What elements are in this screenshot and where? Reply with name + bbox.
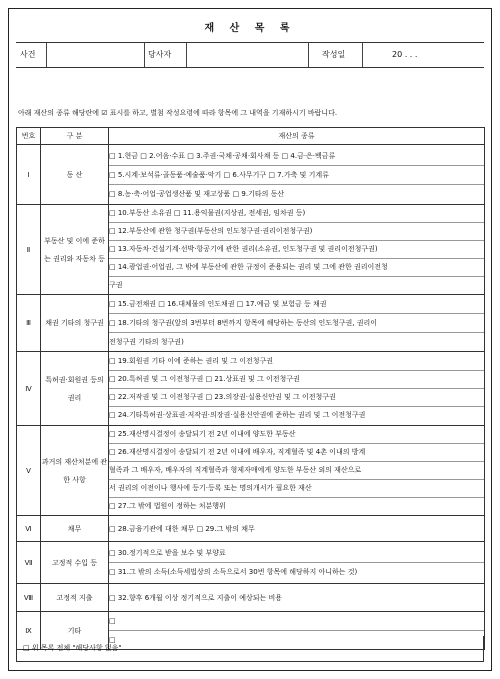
- row-category: 채무: [41, 516, 109, 542]
- header-row: [16, 42, 484, 68]
- table-row: [17, 516, 485, 542]
- asset-checkbox-item[interactable]: □ 26.재산명시결정이 송달되기 전 2년 이내에 배우자, 직계혈족 및 4촌 이내의 방계: [109, 444, 484, 462]
- row-number: Ⅸ: [17, 612, 41, 650]
- date-field[interactable]: 20 . . .: [392, 50, 418, 59]
- asset-checkbox-item[interactable]: □ 31.그 밖의 소득(소득세법상의 소득으로서 30번 항목에 해당하지 아니하는 것): [109, 568, 358, 576]
- row-number: Ⅴ: [17, 426, 41, 516]
- asset-checkbox-item[interactable]: □ 32.향후 6개월 이상 정기적으로 지출이 예상되는 비용: [109, 593, 283, 602]
- row-asset-items: [109, 205, 485, 295]
- row-number: Ⅶ: [17, 542, 41, 584]
- asset-item-continuation: 전청구권 기타의 청구권): [109, 338, 184, 346]
- divider: [308, 43, 309, 67]
- table-row: [17, 205, 485, 295]
- asset-checkbox-item[interactable]: □ 25.재산명시결정이 송달되기 전 2년 이내에 양도한 부동산: [109, 426, 484, 444]
- row-number: Ⅷ: [17, 584, 41, 612]
- row-number: Ⅱ: [17, 205, 41, 295]
- row-category: 동 산: [41, 145, 109, 205]
- divider: [144, 43, 145, 67]
- asset-checkbox-item[interactable]: □ 30.정기적으로 받을 보수 및 부양료: [109, 544, 484, 563]
- asset-checkbox-item[interactable]: □ 24.기타특허권·상표권·저작권·의장권·실용신안권에 준하는 권리 및 그 이전청구권: [109, 411, 366, 419]
- col-category: 구 분: [41, 128, 109, 145]
- asset-checkbox-item[interactable]: □ 1.현금 □ 2.어음·수표 □ 3.주권·국채·공채·회사채 등 □ 4.금·은·백금류: [109, 147, 484, 166]
- row-asset-items: [109, 352, 485, 426]
- col-asset-types: 재산의 종류: [109, 128, 485, 145]
- asset-checkbox-item[interactable]: □ 19.회원권 기타 이에 준하는 권리 및 그 이전청구권: [109, 353, 484, 371]
- row-number: Ⅰ: [17, 145, 41, 205]
- row-asset-items: [109, 295, 485, 352]
- table-row: [17, 352, 485, 426]
- asset-checkbox-item[interactable]: □ 18.기타의 청구권(앞의 3번부터 8번까지 항목에 해당하는 동산의 인도청구권, 권리이: [109, 314, 484, 333]
- row-category: 특허권·회원권 등의 권리: [41, 352, 109, 426]
- party-label: 당사자: [148, 50, 172, 59]
- divider: [362, 43, 363, 67]
- asset-checkbox-item[interactable]: □ 20.특허권 및 그 이전청구권 □ 21.상표권 및 그 이전청구권: [109, 371, 484, 389]
- asset-checkbox-item[interactable]: □ 10.부동산 소유권 □ 11.용익물권(지상권, 전세권, 임차권 등): [109, 205, 484, 223]
- table-row: [17, 145, 485, 205]
- row-category: 고정적 수입 등: [41, 542, 109, 584]
- table-row: [17, 542, 485, 584]
- asset-checkbox-item[interactable]: □ 5.시계·보석류·골동품·예술품·악기 □ 6.사무기구 □ 7.가축 및 기계류: [109, 166, 484, 185]
- row-asset-items: [109, 542, 485, 584]
- party-field[interactable]: [188, 43, 306, 67]
- asset-rows: [17, 145, 485, 650]
- row-category: 기타: [41, 612, 109, 650]
- table-row: [17, 295, 485, 352]
- row-category: 고정적 지출: [41, 584, 109, 612]
- case-label: 사건: [20, 50, 36, 59]
- asset-table: [16, 127, 485, 650]
- table-row: [17, 426, 485, 516]
- row-category: 과거의 재산처분에 관한 사항: [41, 426, 109, 516]
- row-asset-items: [109, 516, 485, 542]
- none-applicable-checkbox[interactable]: □ 위 목록 전체 "해당사항 없음": [16, 636, 484, 662]
- row-category: 부동산 및 이에 준하는 권리와 자동차 등: [41, 205, 109, 295]
- asset-item-continuation: 구권: [109, 281, 123, 289]
- row-category: 채권 기타의 청구권: [41, 295, 109, 352]
- asset-checkbox-item[interactable]: □ 28.금융기관에 대한 채무 □ 29.그 밖의 채무: [109, 524, 255, 533]
- asset-checkbox-item[interactable]: □ 8.농·축·어업·공업생산품 및 재고상품 □ 9.기타의 동산: [109, 189, 285, 198]
- instruction-text: 아래 재산의 종류 해당란에 ☑ 표시를 하고, 별첨 작성요령에 따라 항목에 그 내역을 기재하시기 바랍니다.: [18, 109, 338, 117]
- asset-checkbox-item[interactable]: □ 27.그 밖에 법원이 정하는 처분행위: [109, 502, 226, 510]
- row-asset-items: [109, 426, 485, 516]
- asset-checkbox-item[interactable]: □ 15.금전채권 □ 16.대체물의 인도채권 □ 17.예금 및 보험금 등 채권: [109, 295, 484, 314]
- row-number: Ⅳ: [17, 352, 41, 426]
- asset-item-continuation: 서 권리의 이전이나 행사에 등기·등록 또는 명의개서가 필요한 재산: [109, 480, 484, 498]
- asset-checkbox-item[interactable]: □ 22.저작권 및 그 이전청구권 □ 23.의장권·실용신안권 및 그 이전청구권: [109, 389, 484, 407]
- col-number: 번호: [17, 128, 41, 145]
- asset-item-continuation: 혈족과 그 배우자, 배우자의 직계혈족과 형제자매에게 양도한 부동산 외의 재산으로: [109, 462, 484, 480]
- row-asset-items: [109, 584, 485, 612]
- table-row: [17, 584, 485, 612]
- asset-checkbox-item[interactable]: □ 14.광업권·어업권, 그 밖에 부동산에 관한 규정이 준용되는 권리 및 그에 관한 권리이전청: [109, 259, 484, 277]
- asset-checkbox-item[interactable]: □ 13.자동차·건설기계·선박·항공기에 관한 권리(소유권, 인도청구권 및 권리이전청구권): [109, 241, 484, 259]
- date-label: 작성일: [322, 50, 346, 59]
- row-asset-items: [109, 145, 485, 205]
- divider: [46, 43, 47, 67]
- divider: [186, 43, 187, 67]
- asset-checkbox-item[interactable]: □: [109, 636, 116, 644]
- row-number: Ⅵ: [17, 516, 41, 542]
- form-title: 재 산 목 록: [204, 23, 296, 34]
- asset-checkbox-item[interactable]: □ 12.부동산에 관한 청구권(부동산의 인도청구권·권리이전청구권): [109, 223, 484, 241]
- table-header-row: [17, 128, 485, 145]
- asset-checkbox-item[interactable]: □: [109, 612, 484, 631]
- case-field[interactable]: [48, 43, 144, 67]
- row-number: Ⅲ: [17, 295, 41, 352]
